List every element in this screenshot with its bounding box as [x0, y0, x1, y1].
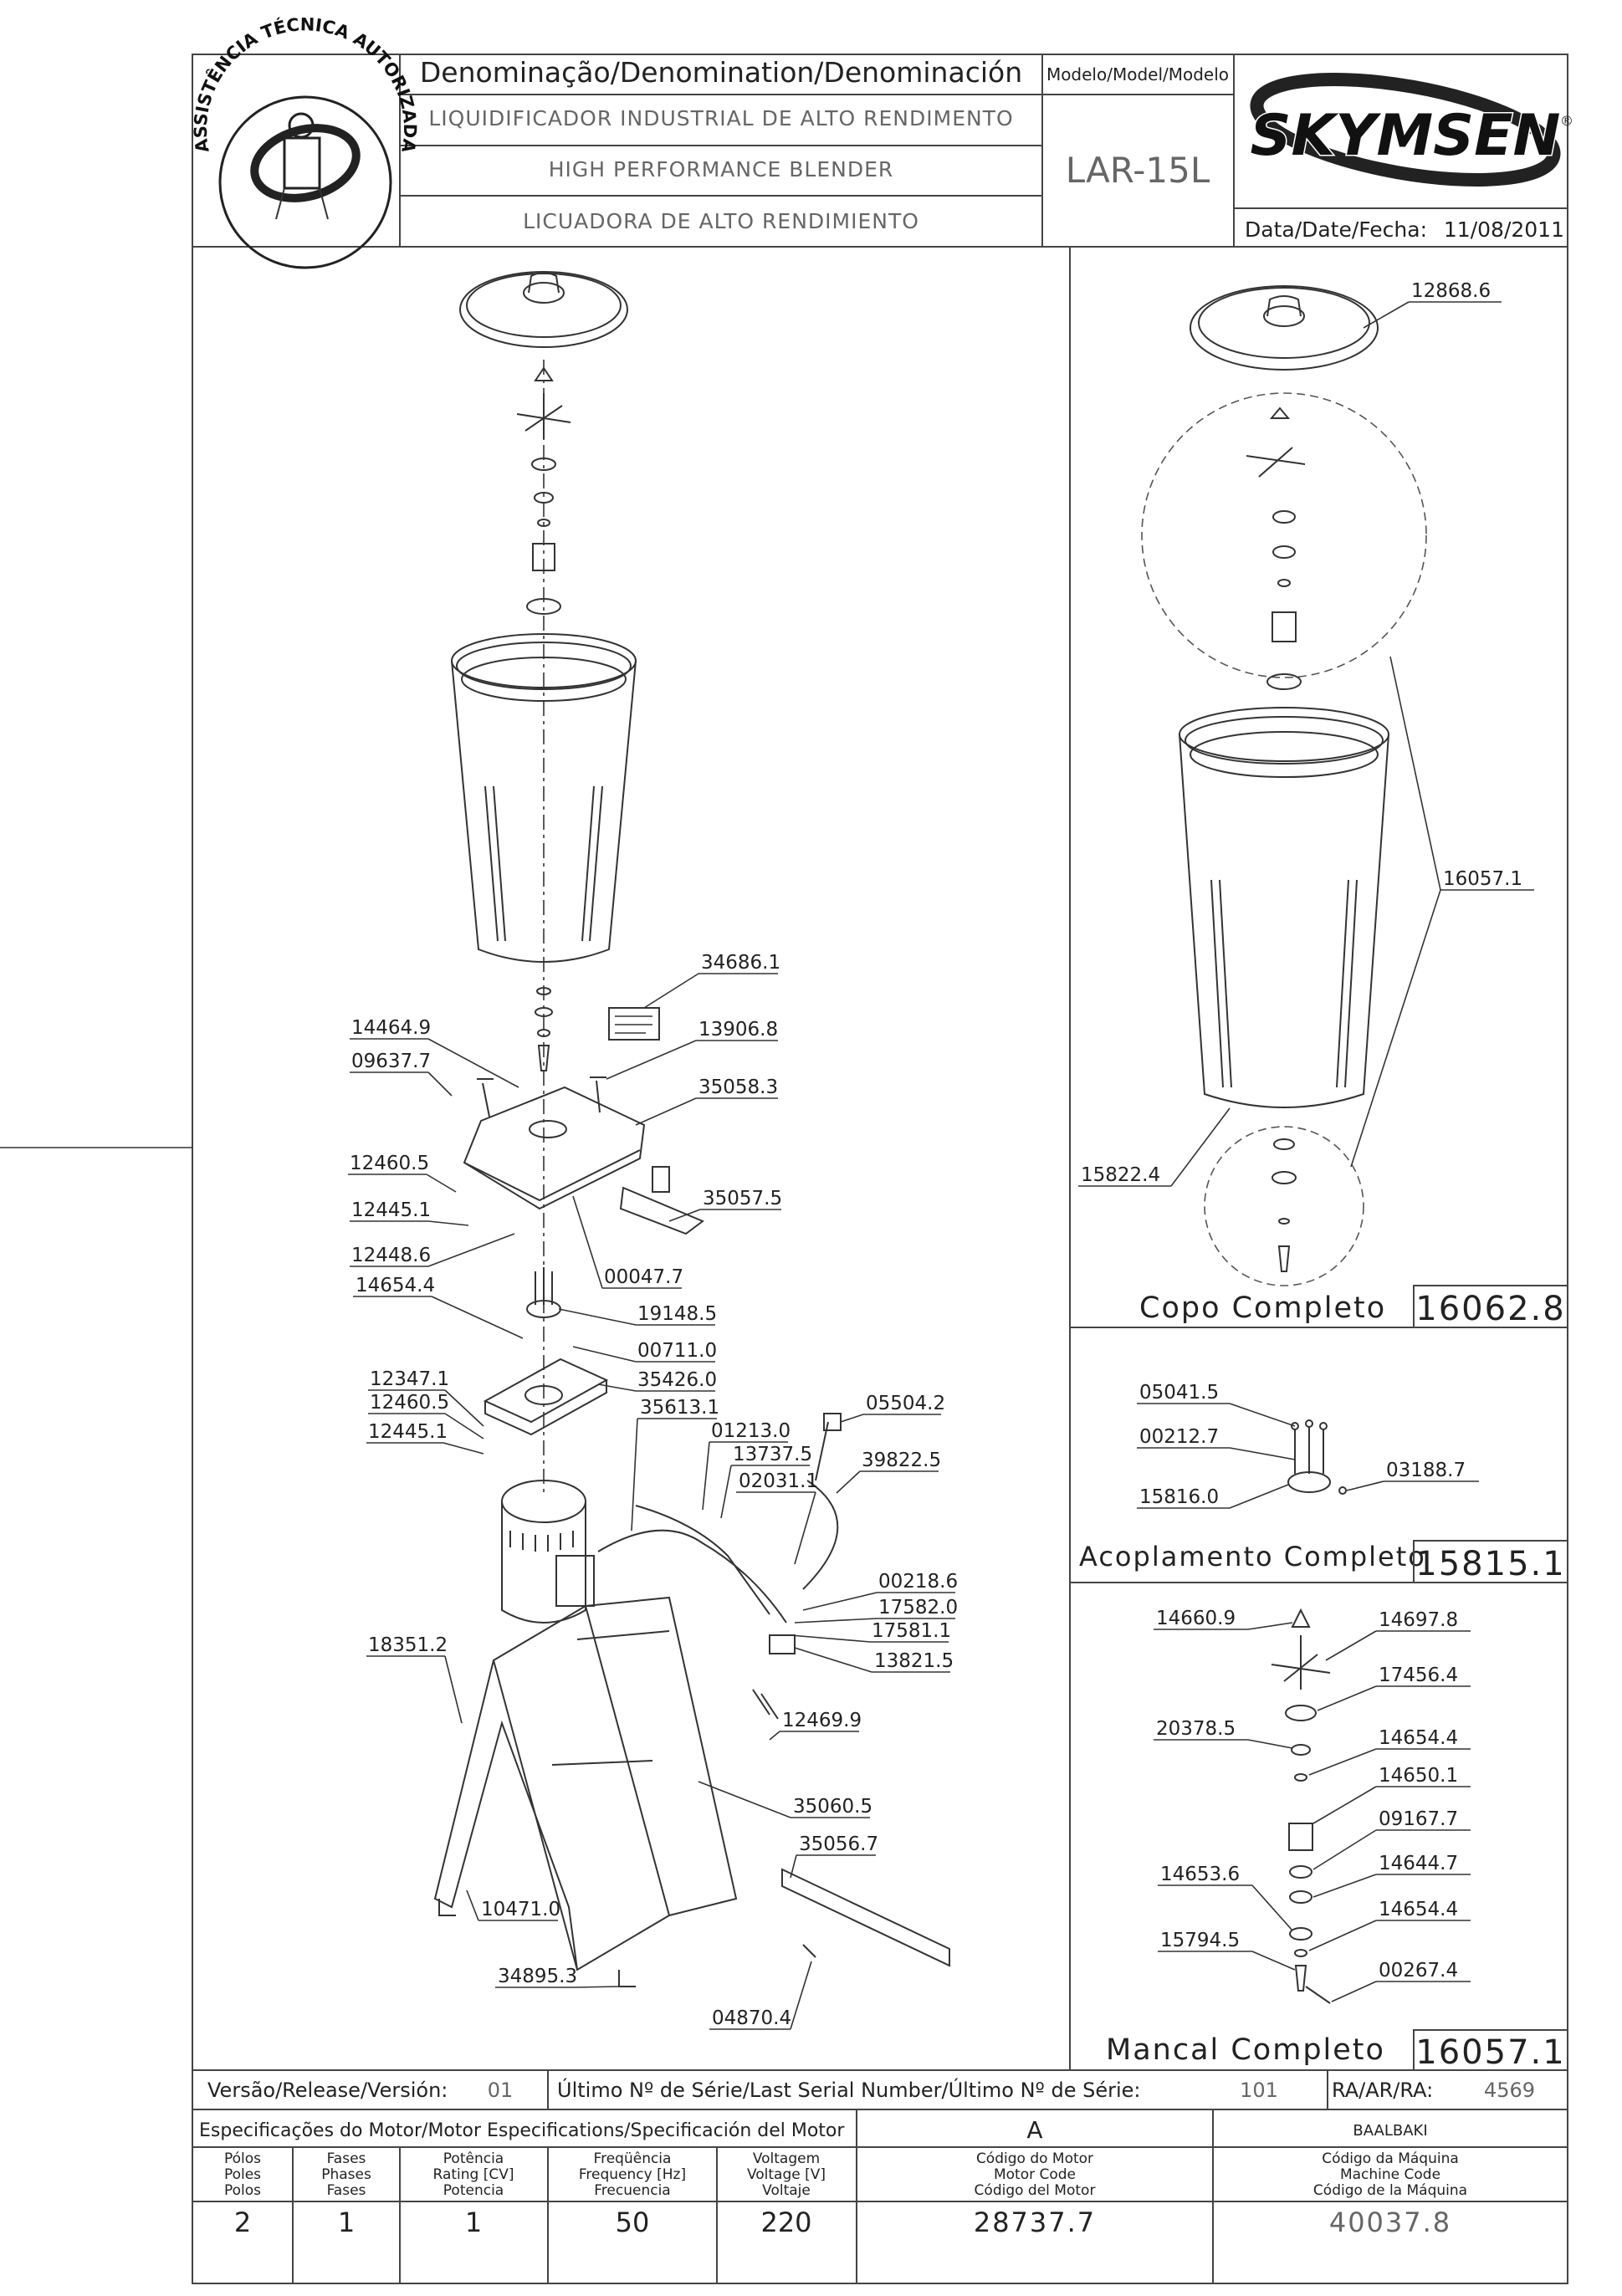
label-17581-1: 17581.1 — [872, 1620, 952, 1642]
val-power: 1 — [464, 2207, 483, 2238]
main-part-labels — [348, 952, 958, 2029]
copo-completo-code: 16062.8 — [1415, 1290, 1566, 1328]
motor-brand: BAALBAKI — [1353, 2122, 1428, 2140]
mancal-code: 16057.1 — [1415, 2033, 1566, 2072]
ra-label: RA/AR/RA: — [1332, 2079, 1434, 2102]
main-assembly-drawing — [435, 272, 952, 1987]
label-00218-6: 00218.6 — [878, 1571, 959, 1593]
label-01213-0: 01213.0 — [711, 1420, 791, 1442]
label-12445-1: 12445.1 — [351, 1199, 432, 1221]
label-35426-0: 35426.0 — [637, 1369, 718, 1391]
label-09637-7: 09637.7 — [351, 1051, 432, 1072]
col-motor-code-pt: Código do Motor — [975, 2150, 1094, 2167]
label-34686-1: 34686.1 — [701, 952, 781, 974]
acoplamento-title: Acoplamento Completo — [1079, 1541, 1426, 1572]
col-volt-pt: Voltagem — [752, 2150, 821, 2167]
label-14653-6: 14653.6 — [1160, 1864, 1241, 1885]
col-poles-en: Poles — [223, 2166, 262, 2183]
label-00267-4: 00267.4 — [1379, 1960, 1459, 1982]
motor-letter: A — [1026, 2116, 1043, 2144]
val-motor-code: 28737.7 — [973, 2207, 1097, 2238]
val-freq: 50 — [615, 2207, 650, 2238]
label-15816-0: 15816.0 — [1139, 1486, 1220, 1508]
label-13737-5: 13737.5 — [733, 1444, 813, 1465]
label-15822-4: 15822.4 — [1081, 1164, 1161, 1186]
seal-text: ASSISTÊNCIA TÉCNICA AUTORIZADA — [190, 14, 421, 155]
col-poles-es: Polos — [223, 2182, 262, 2199]
col-phases-pt: Fases — [326, 2150, 366, 2167]
col-phases-es: Fases — [326, 2182, 366, 2199]
label-14650-1: 14650.1 — [1379, 1765, 1459, 1787]
col-motor-code-en: Motor Code — [993, 2166, 1077, 2183]
ra-value: 4569 — [1483, 2079, 1535, 2102]
label-20378-5: 20378.5 — [1156, 1718, 1236, 1740]
date-label: Data/Date/Fecha: — [1245, 217, 1428, 242]
label-16057-1: 16057.1 — [1443, 868, 1523, 890]
acoplamento-labels — [1079, 1382, 1568, 1583]
label-10471-0: 10471.0 — [481, 1899, 561, 1920]
label-02031-1: 02031.1 — [739, 1470, 819, 1492]
mancal-drawing — [1272, 1610, 1330, 2003]
product-name-en: HIGH PERFORMANCE BLENDER — [548, 157, 894, 182]
skymsen-logo — [1250, 61, 1573, 199]
serial-value: 101 — [1240, 2079, 1278, 2102]
denomination-title: Denominação/Denomination/Denominación — [419, 56, 1023, 89]
col-poles-pt: Pólos — [223, 2150, 262, 2167]
date-value: 11/08/2011 — [1443, 217, 1564, 242]
serial-label: Último Nº de Série/Last Serial Number/Último Nº de Série: — [557, 2079, 1141, 2102]
label-17582-0: 17582.0 — [878, 1597, 959, 1618]
val-machine-code: 40037.8 — [1328, 2207, 1452, 2238]
label-12460-5-b: 12460.5 — [370, 1392, 450, 1414]
label-35058-3: 35058.3 — [698, 1076, 779, 1098]
copo-completo-labels — [1078, 280, 1568, 1328]
label-12347-1: 12347.1 — [370, 1368, 450, 1390]
model-value: LAR-15L — [1065, 150, 1210, 191]
col-machine-code-en: Machine Code — [1339, 2166, 1441, 2183]
product-name-es: LICUADORA DE ALTO RENDIMIENTO — [523, 209, 919, 233]
label-12469-9: 12469.9 — [782, 1710, 862, 1731]
label-00711-0: 00711.0 — [637, 1340, 718, 1362]
val-volt: 220 — [760, 2207, 812, 2238]
col-machine-code-es: Código de la Máquina — [1312, 2182, 1468, 2199]
acoplamento-drawing — [1288, 1420, 1346, 1494]
label-34895-3: 34895.3 — [498, 1966, 578, 1987]
acoplamento-code: 15815.1 — [1415, 1545, 1566, 1583]
svg-text:ASSISTÊNCIA TÉCNICA AUTORIZADA — [191, 14, 420, 155]
col-volt-es: Voltaje — [762, 2182, 811, 2199]
label-13821-5: 13821.5 — [874, 1650, 954, 1672]
col-freq-en: Frequency [Hz] — [578, 2166, 687, 2183]
label-19148-5: 19148.5 — [637, 1303, 718, 1325]
label-00212-7: 00212.7 — [1139, 1426, 1220, 1448]
label-14660-9: 14660.9 — [1156, 1608, 1236, 1629]
col-freq-es: Frecuencia — [594, 2182, 671, 2199]
col-freq-pt: Freqüência — [593, 2150, 672, 2167]
label-15794-5: 15794.5 — [1160, 1930, 1241, 1951]
label-12445-1-b: 12445.1 — [368, 1421, 448, 1443]
col-motor-code-es: Código del Motor — [974, 2182, 1096, 2199]
brand-trademark: ® — [1560, 113, 1573, 129]
col-volt-en: Voltage [V] — [746, 2166, 826, 2183]
label-39822-5: 39822.5 — [862, 1450, 942, 1471]
col-power-es: Potencia — [443, 2182, 504, 2199]
label-35613-1: 35613.1 — [640, 1397, 720, 1419]
label-00047-7: 00047.7 — [604, 1266, 684, 1288]
product-name-pt: LIQUIDIFICADOR INDUSTRIAL DE ALTO RENDIMENTO — [428, 106, 1014, 130]
val-phases: 1 — [337, 2207, 356, 2238]
col-power-en: Rating [CV] — [432, 2166, 514, 2183]
label-14654-4-a: 14654.4 — [1379, 1727, 1459, 1749]
col-machine-code-pt: Código da Máquina — [1322, 2150, 1459, 2167]
version-label: Versão/Release/Versión: — [207, 2079, 448, 2102]
label-12460-5: 12460.5 — [350, 1153, 430, 1174]
label-35056-7: 35056.7 — [799, 1833, 879, 1855]
label-03188-7: 03188.7 — [1386, 1460, 1466, 1481]
copo-completo-drawing — [1142, 286, 1426, 1286]
label-14697-8: 14697.8 — [1379, 1609, 1459, 1631]
brand-name: SKYMSEN — [1250, 103, 1561, 169]
copo-completo-title: Copo Completo — [1139, 1291, 1387, 1325]
mancal-title: Mancal Completo — [1106, 2033, 1385, 2067]
authorized-service-seal — [191, 14, 420, 268]
label-14654-4-b: 14654.4 — [1379, 1899, 1459, 1920]
label-04870-4: 04870.4 — [712, 2007, 792, 2029]
label-09167-7: 09167.7 — [1379, 1808, 1459, 1830]
label-14644-7: 14644.7 — [1379, 1853, 1459, 1874]
val-poles: 2 — [233, 2207, 252, 2238]
col-phases-en: Phases — [321, 2166, 371, 2183]
label-05041-5: 05041.5 — [1139, 1382, 1220, 1404]
label-35057-5: 35057.5 — [703, 1188, 783, 1209]
label-12868-6: 12868.6 — [1411, 280, 1492, 302]
mancal-labels — [1106, 1608, 1568, 2072]
version-value: 01 — [487, 2079, 514, 2102]
label-05504-2: 05504.2 — [866, 1393, 946, 1414]
label-17456-4: 17456.4 — [1379, 1664, 1459, 1686]
label-12448-6: 12448.6 — [351, 1245, 432, 1266]
col-power-pt: Potência — [443, 2150, 504, 2167]
label-13906-8: 13906.8 — [698, 1019, 779, 1041]
label-14654-4: 14654.4 — [356, 1275, 436, 1296]
label-35060-5: 35060.5 — [793, 1796, 873, 1818]
motor-spec-label: Especificações do Motor/Motor Especifications/Specificación del Motor — [199, 2120, 845, 2141]
model-title: Modelo/Model/Modelo — [1046, 64, 1230, 84]
label-18351-2: 18351.2 — [368, 1634, 448, 1656]
label-14464-9: 14464.9 — [351, 1017, 432, 1039]
